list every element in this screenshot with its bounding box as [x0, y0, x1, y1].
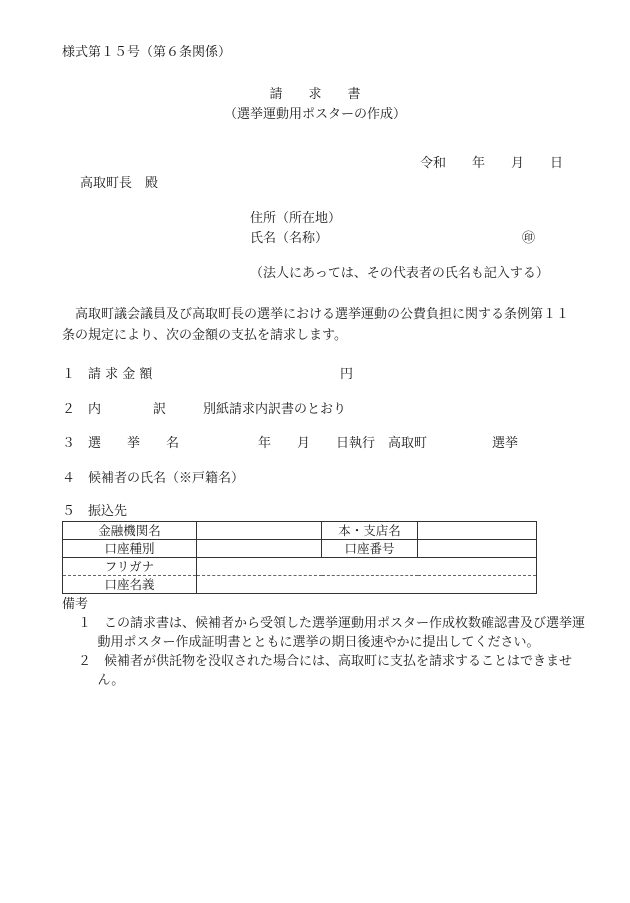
account-number-field[interactable]	[418, 540, 537, 558]
item-breakdown-value: 別紙請求内訳書のとおり	[203, 402, 347, 417]
account-holder-label: 口座名義	[63, 576, 197, 594]
furigana-field[interactable]	[197, 558, 537, 576]
bank-name-label: 金融機関名	[63, 522, 197, 540]
remarks-heading: 備考	[62, 597, 89, 612]
item-breakdown-label: ２ 内 訳	[62, 402, 167, 417]
table-row	[63, 522, 537, 540]
item-amount-label: １ 請 求 金 額	[62, 367, 153, 382]
bank-account-table	[62, 521, 537, 594]
item-bank-label: ５ 振込先	[62, 504, 128, 519]
account-number-label: 口座番号	[322, 540, 418, 558]
remark-note-2: ２ 候補者が供託物を没収された場合には、高取町に支払を請求することはできません。	[78, 654, 573, 688]
bank-name-field[interactable]	[197, 522, 322, 540]
item-election-value: 年 月 日執行 高取町 選挙	[258, 436, 519, 451]
item-amount-unit: 円	[340, 367, 354, 382]
branch-name-label: 本・支店名	[322, 522, 418, 540]
account-type-label: 口座種別	[63, 540, 197, 558]
document-title: 請 求 書	[269, 87, 361, 102]
seal-mark: ㊞	[522, 231, 536, 246]
account-type-field[interactable]	[197, 540, 322, 558]
item-candidate-label: ４ 候補者の氏名（※戸籍名）	[62, 471, 245, 486]
table-row	[63, 540, 537, 558]
name-label: 氏名（名称）	[250, 231, 329, 246]
furigana-label: フリガナ	[63, 558, 197, 576]
table-row	[63, 558, 537, 576]
addressee: 高取町長 殿	[80, 176, 159, 191]
corporate-note: （法人にあっては、その代表者の氏名も記入する）	[250, 266, 549, 281]
account-holder-field[interactable]	[197, 576, 537, 594]
body-paragraph: 高取町議会議員及び高取町長の選挙における選挙運動の公費負担に関する条例第１１条の規定により、次の金額の支払を請求します。	[62, 307, 570, 343]
date-line: 令和 年 月 日	[420, 156, 564, 171]
item-election-label: ３ 選 挙 名	[62, 436, 180, 451]
document-subtitle: （選挙運動用ポスターの作成）	[223, 107, 406, 122]
form-number: 様式第１５号（第６条関係）	[62, 45, 232, 60]
remark-note-1: １ この請求書は、候補者から受領した選挙運動用ポスター作成枚数確認書及び選挙運動用ポスター作成証明書とともに選挙の期日後速やかに提出してください。	[78, 616, 586, 650]
table-row	[63, 576, 537, 594]
branch-name-field[interactable]	[418, 522, 537, 540]
address-label: 住所（所在地）	[250, 211, 342, 226]
